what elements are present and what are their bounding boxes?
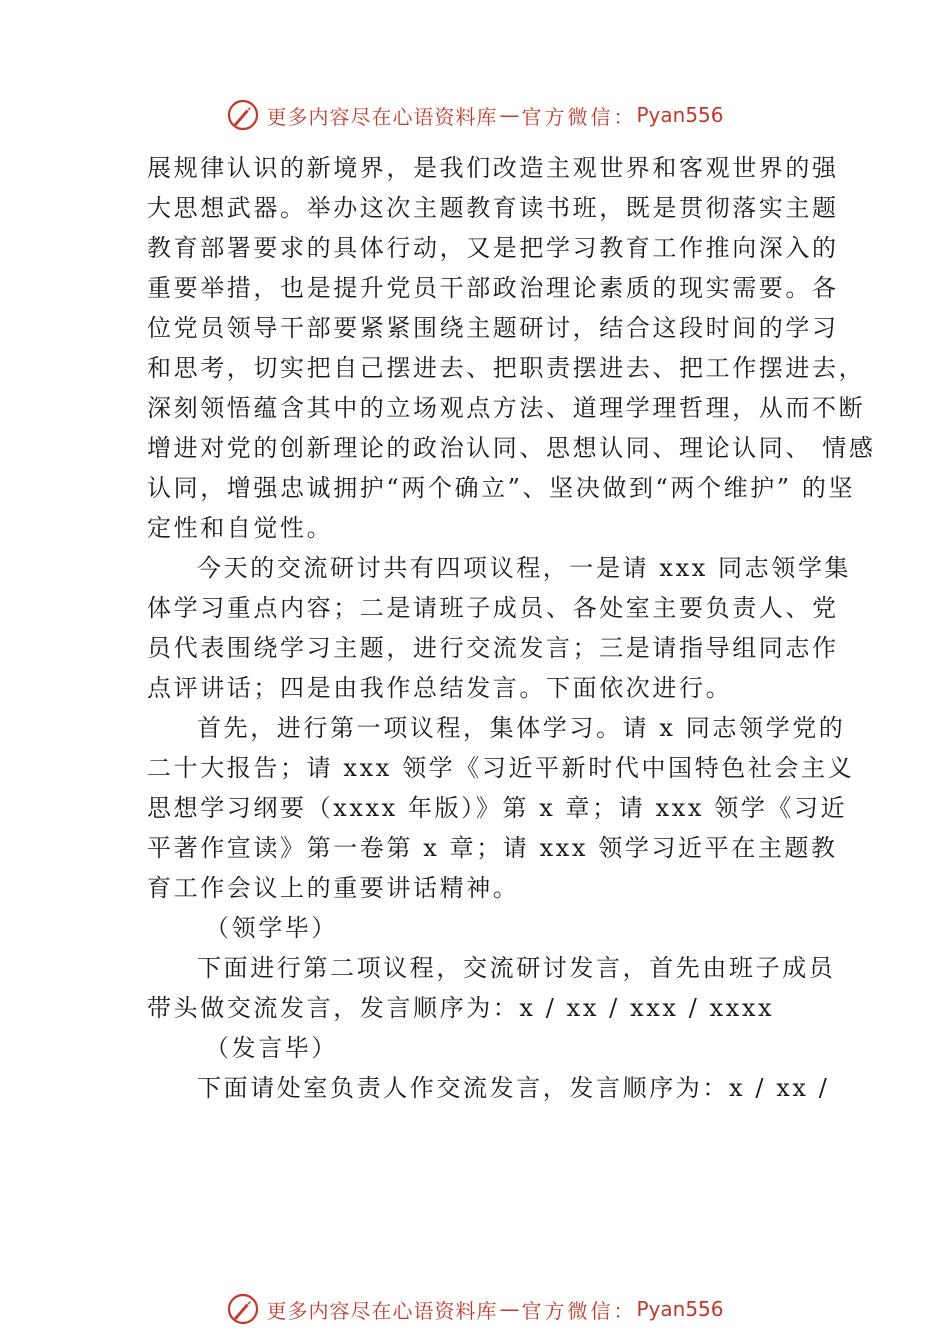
stage-note: （领学毕） (205, 914, 338, 942)
pen-nib-logo-icon (226, 98, 260, 132)
pen-nib-logo-icon (226, 1292, 260, 1326)
body-line: 点评讲话；四是由我作总结发言。下面依次进行。 (147, 674, 733, 702)
body-line: 员代表围绕学习主题，进行交流发言；三是请指导组同志作 (147, 634, 839, 662)
body-line: 定性和自觉性。 (147, 514, 334, 542)
body-line: 深刻领悟蕴含其中的立场观点方法、道理学理哲理，从而不断 (147, 394, 866, 422)
body-line: 二十大报告；请 xxx 领学《习近平新时代中国特色社会主义 (147, 754, 855, 782)
paragraph-start-line: 今天的交流研讨共有四项议程，一是请 xxx 同志领学集 (197, 554, 852, 582)
body-line: 增进对党的创新理论的政治认同、思想认同、理论认同、 情感 (147, 434, 876, 462)
paragraph-start-line: 下面进行第二项议程，交流研讨发言，首先由班子成员 (197, 954, 836, 982)
paragraph-start-line: 首先，进行第一项议程，集体学习。请 x 同志领学党的 (197, 714, 846, 742)
watermark-brand: 更多内容尽在心语资料库 (266, 1298, 498, 1323)
paragraph-start-line: 下面请处室负责人作交流发言，发言顺序为：x / xx / (197, 1074, 830, 1102)
watermark-wechat-id: Pyan556 (636, 1297, 724, 1321)
stage-note: （发言毕） (205, 1034, 338, 1062)
watermark-wechat-id: Pyan556 (636, 103, 724, 127)
body-line: 体学习重点内容；二是请班子成员、各处室主要负责人、党 (147, 594, 839, 622)
watermark-wechat-label: 官方微信： (521, 1298, 637, 1323)
body-line: 带头做交流发言，发言顺序为：x / xx / xxx / xxxx (147, 994, 775, 1022)
body-line: 位党员领导干部要紧紧围绕主题研讨，结合这段时间的学习 (147, 314, 839, 342)
header-watermark (0, 95, 950, 135)
document-body (147, 148, 876, 1108)
body-line: 展规律认识的新境界，是我们改造主观世界和客观世界的强 (147, 154, 839, 182)
body-line: 认同，增强忠诚拥护“两个确立”、坚决做到“两个维护” 的坚 (147, 474, 856, 502)
body-line: 思想学习纲要（xxxx 年版）》第 x 章；请 xxx 领学《习近 (147, 794, 848, 822)
footer-watermark (0, 1289, 950, 1329)
watermark-wechat-label: 官方微信： (521, 104, 637, 129)
body-line: 重要举措，也是提升党员干部政治理论素质的现实需要。各 (147, 274, 839, 302)
watermark-dash: — (499, 103, 520, 127)
body-line: 教育部署要求的具体行动，又是把学习教育工作推向深入的 (147, 234, 839, 262)
body-line: 和思考，切实把自己摆进去、把职责摆进去、把工作摆进去， (147, 354, 866, 382)
body-line: 育工作会议上的重要讲话精神。 (147, 874, 520, 902)
watermark-brand: 更多内容尽在心语资料库 (266, 104, 498, 129)
watermark-dash: — (499, 1297, 520, 1321)
body-line: 大思想武器。举办这次主题教育读书班，既是贯彻落实主题 (147, 194, 839, 222)
body-line: 平著作宣读》第一卷第 x 章；请 xxx 领学习近平在主题教 (147, 834, 838, 862)
